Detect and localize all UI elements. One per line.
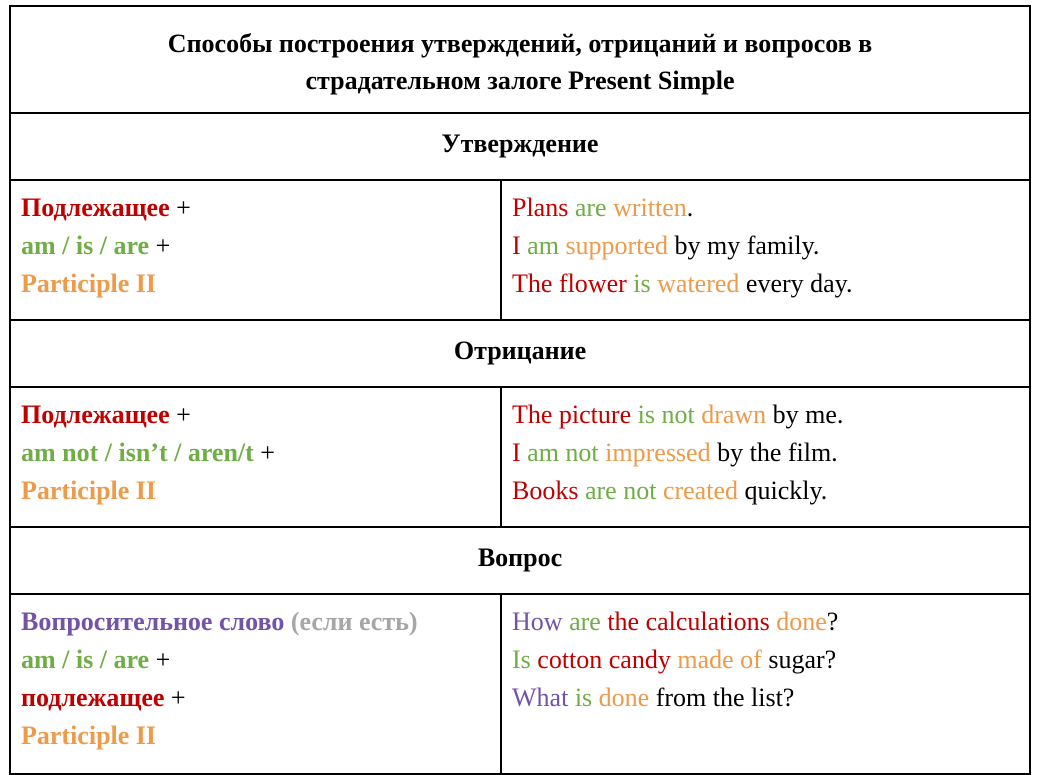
example-rest: by the film.	[710, 438, 838, 467]
title-cell	[10, 6, 1030, 113]
grammar-sheet	[9, 5, 1029, 775]
example-aux: is not	[631, 400, 695, 429]
negative-examples	[501, 387, 1030, 527]
title-row	[10, 6, 1030, 113]
formula-line	[21, 472, 500, 510]
example-participle: written	[606, 193, 687, 222]
formula-line	[21, 265, 500, 303]
question-heading-cell	[10, 527, 1030, 594]
example-sentence	[512, 679, 1029, 717]
question-heading: Вопрос	[477, 542, 563, 572]
formula-line	[21, 227, 500, 265]
example-sentence	[512, 472, 1029, 510]
negative-heading: Отрицание	[453, 335, 587, 365]
formula-question-word: Вопросительное слово	[21, 607, 285, 636]
example-aux: is	[626, 269, 651, 298]
example-rest: ?	[826, 607, 839, 636]
question-row	[10, 594, 1030, 774]
example-subject: Books	[512, 476, 579, 505]
example-sentence	[512, 396, 1029, 434]
title-line-2: страдательном залоге Present Simple	[305, 65, 735, 95]
example-aux: are	[562, 607, 601, 636]
formula-plus: +	[149, 231, 171, 260]
example-participle: done	[769, 607, 827, 636]
question-heading-row	[10, 527, 1030, 594]
example-sentence	[512, 434, 1029, 472]
question-examples	[501, 594, 1030, 774]
example-participle: made of	[670, 645, 762, 674]
example-subject: the calculations	[600, 607, 770, 636]
example-rest: quickly.	[737, 476, 828, 505]
formula-plus: +	[149, 645, 171, 674]
formula-plus: +	[253, 438, 275, 467]
example-rest: from the list?	[649, 683, 795, 712]
example-aux: are	[568, 193, 607, 222]
formula-line	[21, 679, 500, 717]
example-participle: impressed	[598, 438, 711, 467]
example-sentence	[512, 227, 1029, 265]
formula-plus: +	[169, 193, 191, 222]
example-participle: created	[656, 476, 738, 505]
formula-subject: Подлежащее	[21, 400, 170, 429]
formula-subject: Подлежащее	[21, 193, 170, 222]
example-subject: The flower	[512, 269, 627, 298]
formula-line	[21, 603, 500, 641]
example-participle: done	[592, 683, 650, 712]
negative-formula	[10, 387, 501, 527]
formula-participle: Participle II	[21, 476, 157, 505]
example-subject: Plans	[512, 193, 569, 222]
grammar-table	[9, 5, 1031, 775]
formula-subject: подлежащее	[21, 683, 165, 712]
example-sentence	[512, 603, 1029, 641]
affirmative-row	[10, 180, 1030, 320]
example-aux: am	[520, 231, 559, 260]
affirmative-heading-row	[10, 113, 1030, 180]
formula-participle: Participle II	[21, 721, 157, 750]
example-sentence	[512, 265, 1029, 303]
affirmative-formula	[10, 180, 501, 320]
example-participle: supported	[558, 231, 668, 260]
formula-plus: +	[164, 683, 186, 712]
example-rest: by my family.	[667, 231, 820, 260]
formula-line	[21, 396, 500, 434]
example-rest: every day.	[739, 269, 853, 298]
example-rest: .	[686, 193, 694, 222]
affirmative-heading: Утверждение	[441, 128, 599, 158]
example-question-word: What	[512, 683, 569, 712]
example-rest: sugar?	[761, 645, 837, 674]
example-sentence	[512, 641, 1029, 679]
negative-heading-cell	[10, 320, 1030, 387]
example-question-word: How	[512, 607, 563, 636]
formula-line	[21, 189, 500, 227]
formula-plus: +	[169, 400, 191, 429]
example-aux: is	[568, 683, 593, 712]
example-rest: by me.	[766, 400, 844, 429]
formula-participle: Participle II	[21, 269, 157, 298]
example-aux: are not	[578, 476, 657, 505]
formula-aux: am not / isn’t / aren/t	[21, 438, 254, 467]
formula-line	[21, 717, 500, 755]
affirmative-examples	[501, 180, 1030, 320]
formula-aux: am / is / are	[21, 645, 150, 674]
example-subject: The picture	[512, 400, 632, 429]
negative-heading-row	[10, 320, 1030, 387]
affirmative-heading-cell	[10, 113, 1030, 180]
negative-row	[10, 387, 1030, 527]
formula-line	[21, 434, 500, 472]
example-subject: cotton candy	[530, 645, 671, 674]
formula-line	[21, 641, 500, 679]
formula-note: (если есть)	[284, 607, 418, 636]
question-formula	[10, 594, 501, 774]
example-sentence	[512, 189, 1029, 227]
example-subject: I	[512, 231, 521, 260]
formula-aux: am / is / are	[21, 231, 150, 260]
example-aux: Is	[512, 645, 531, 674]
title-line-1: Способы построения утверждений, отрицаний и вопросов в	[167, 28, 873, 58]
example-aux: am not	[520, 438, 599, 467]
example-subject: I	[512, 438, 521, 467]
example-participle: watered	[650, 269, 740, 298]
example-participle: drawn	[694, 400, 767, 429]
